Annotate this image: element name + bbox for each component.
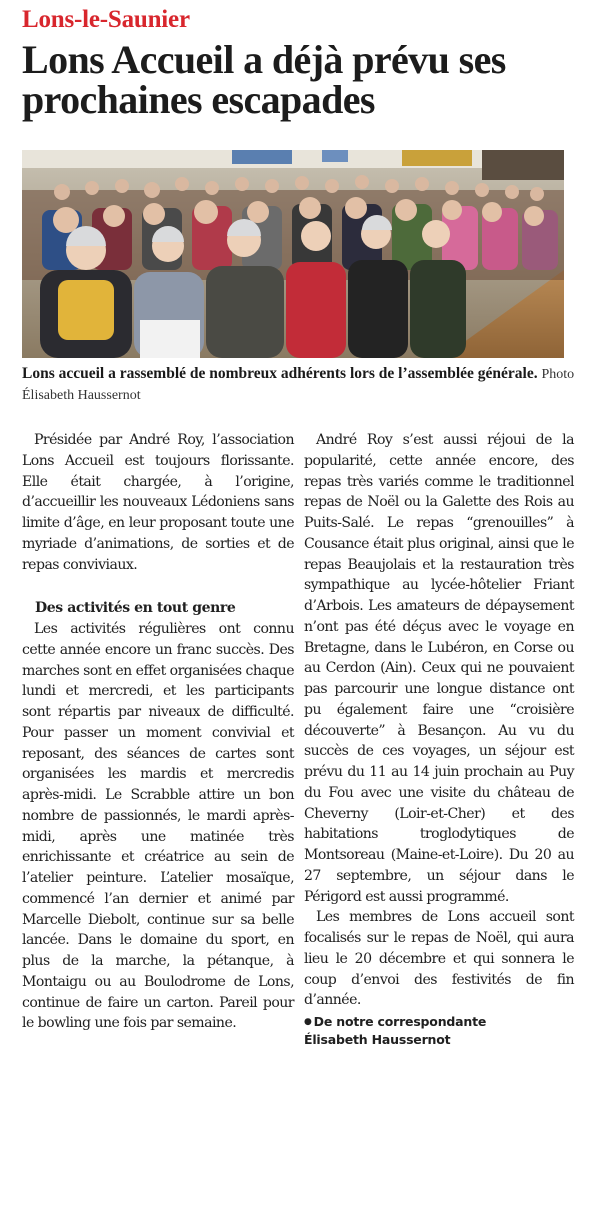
byline (304, 1013, 574, 1049)
article-column-left (22, 430, 294, 1034)
intro-paragraph: Présidée par André Roy, l’association Lons Accueil est toujours florissante. Elle était chargée, à l’origine, d’accueillir les nouveaux Lédoniens sans limite d’âge, en leur proposant toute une myriade d’animations, de sorties et de repas conviviaux. (22, 432, 294, 573)
photo-caption (22, 364, 582, 406)
byline-role: De notre correspondante (313, 1014, 487, 1029)
closing-paragraph: Les membres de Lons accueil sont focalisés sur le repas de Noël, qui aura lieu le 20 décembre et qui sonnera le coup d’envoi des festivités de fin d’année. (304, 909, 574, 1009)
trips-paragraph: André Roy s’est aussi réjoui de la popularité, cette année encore, des repas très variés comme le traditionnel repas de Noël ou la Galette des Rois au Puits-Salé. Le repas “grenouilles” à Cousance était plus original, ainsi que le repas Beaujolais et la restauration très sympathique au lycée-hôtelier Friant d’Arbois. Les amateurs de dépaysement n’ont pas été déçus avec le voyage en Bretagne, dans le Lubéron, en Corse ou au Cerdon (Ain). Ceux qui ne pouvaient pas parcourir une longue distance ont pu également faire une “croisière découverte” à Besançon. Au vu du succès de ces voyages, un séjour est prévu du 11 au 14 juin prochain au Puy du Fou avec une visite du château de Cheverny (Loir-et-Cher) et des habitations troglodytiques de Montsoreau (Maine-et-Loire). Du 20 au 27 septembre, un séjour dans le Périgord est aussi programmé. (304, 432, 574, 905)
photo-credit: Photo Élisabeth Haussernot (22, 367, 575, 403)
bullet-icon: ● (304, 1017, 312, 1027)
section-kicker: Lons-le-Saunier (22, 6, 190, 33)
byline-author: Élisabeth Haussernot (304, 1032, 451, 1047)
article-headline: Lons Accueil a déjà prévu ses prochaines escapades (22, 37, 506, 122)
audience-illustration (22, 150, 564, 358)
article-photo (22, 150, 564, 358)
caption-text: Lons accueil a rassemblé de nombreux adhérents lors de l’assemblée générale. (22, 365, 538, 382)
activities-paragraph: Les activités régulières ont connu cette année encore un franc succès. Des marches sont en effet organisées chaque lundi et mercredi, et les participants sont répartis par niveaux de difficulté. Pour passer un moment convivial et reposant, des séances de cartes sont organisées les mardis et mercredis après-midi. Le Scrabble attire un bon nombre de passionnés, le mardi après-midi, après une matinée très enrichissante et créatrice au sein de l’atelier peinture. L’atelier mosaïque, commencé l’an dernier et animé par Marcelle Diebolt, continue sur sa belle lancée. Dans le domaine du sport, en plus de la marche, la pétanque, à Montaigu ou au Boulodrome de Lons, continue de faire un carton. Pareil pour le bowling une fois par semaine. (22, 621, 294, 1032)
section-subhead: Des activités en tout genre (35, 600, 236, 617)
article-column-right (304, 430, 574, 1049)
